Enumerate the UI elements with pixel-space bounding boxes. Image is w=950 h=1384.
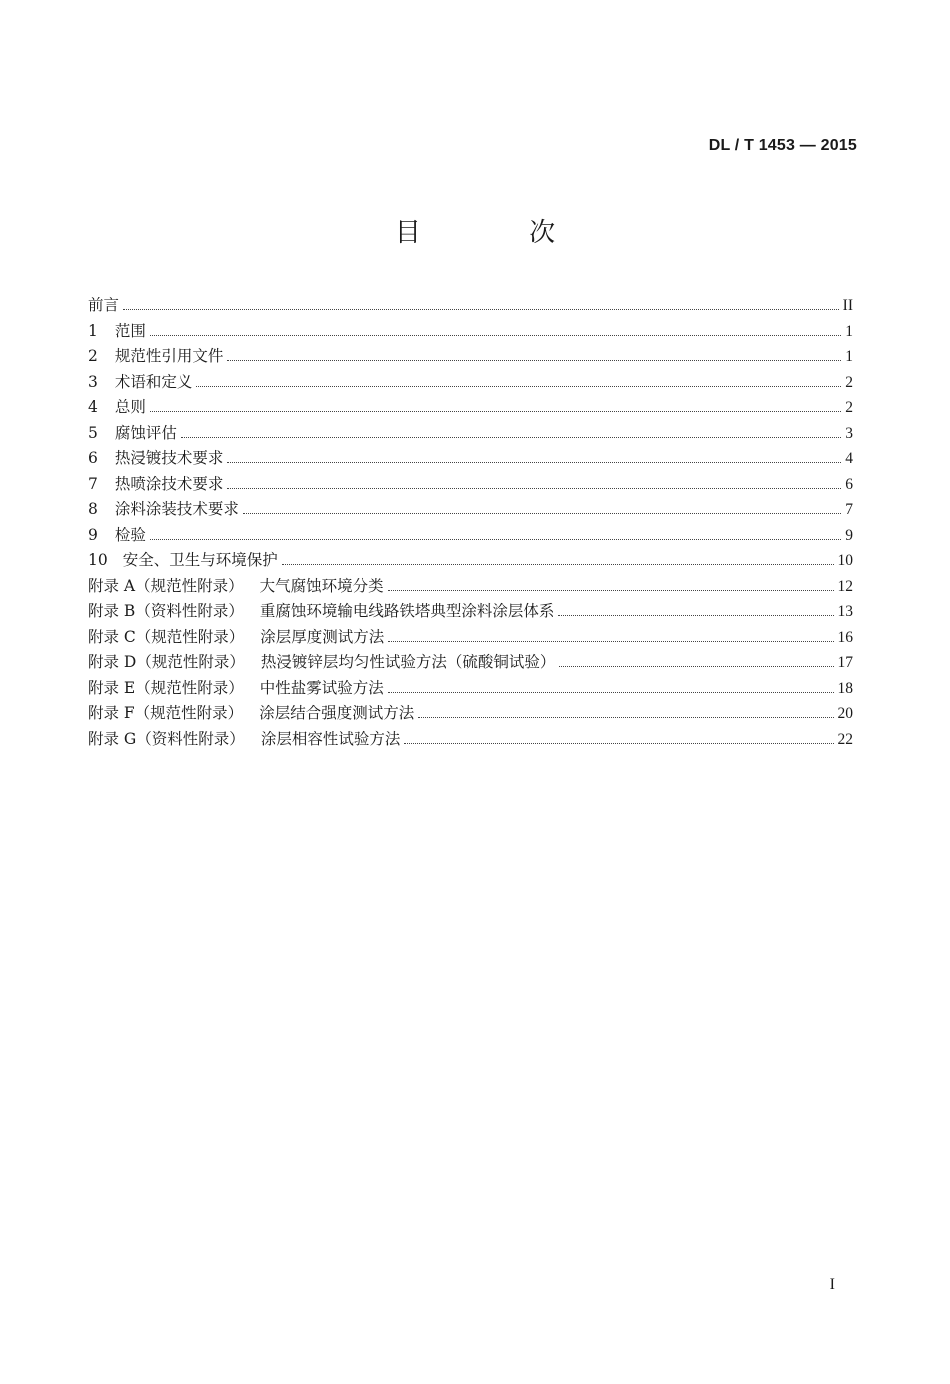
toc-entry-page: 1 — [845, 322, 853, 340]
toc-entry-page: 9 — [845, 526, 853, 544]
toc-entry-number: 5 — [88, 423, 98, 442]
toc-entry[interactable] — [88, 701, 853, 727]
toc-entry-title: 检验 — [114, 525, 146, 544]
toc-entry-page: 10 — [837, 552, 853, 569]
toc-entry[interactable] — [88, 599, 853, 625]
toc-entry-number: 4 — [88, 398, 98, 416]
toc-entry-title: 术语和定义 — [114, 372, 193, 391]
toc-entry[interactable] — [88, 421, 853, 447]
toc-entry-page: 2 — [845, 373, 853, 391]
toc-entry-title: 热喷涂技术要求 — [114, 474, 224, 493]
dot-leader — [227, 488, 841, 489]
toc-entry[interactable] — [88, 293, 853, 319]
toc-entry-page: 4 — [845, 450, 853, 467]
toc-entry-title: 范围 — [114, 321, 146, 340]
toc-entry-page: II — [842, 297, 853, 314]
dot-leader — [150, 335, 841, 336]
dot-leader — [388, 692, 834, 693]
toc-entry-page: 17 — [837, 654, 853, 671]
toc-entry-number: 6 — [88, 449, 98, 467]
dot-leader — [227, 360, 841, 361]
toc-entry-number: 附录 A（规范性附录） — [88, 576, 244, 595]
toc-entry-title: 涂层结合强度测试方法 — [259, 704, 415, 722]
toc-entry-number: 3 — [88, 372, 98, 391]
dot-leader — [282, 564, 834, 565]
toc-entry-page: 18 — [837, 679, 853, 697]
dot-leader — [558, 615, 833, 616]
toc-entry[interactable] — [88, 446, 853, 472]
toc-entry-title: 总则 — [114, 398, 146, 416]
toc-entry-title: 前言 — [88, 296, 120, 314]
page-number: I — [829, 1276, 835, 1293]
toc-entry-number: 附录 G（资料性附录） — [88, 729, 245, 748]
toc-entry-page: 13 — [837, 603, 853, 620]
dot-leader — [388, 590, 834, 591]
toc-entry[interactable] — [88, 548, 853, 574]
toc-entry[interactable] — [88, 625, 853, 651]
toc-entry-title: 涂料涂装技术要求 — [114, 500, 239, 518]
toc-entry[interactable] — [88, 650, 853, 676]
toc-entry-title: 涂层厚度测试方法 — [260, 627, 385, 646]
toc-entry[interactable] — [88, 727, 853, 753]
toc-entry-page: 3 — [845, 424, 853, 442]
dot-leader — [196, 386, 841, 387]
toc-entry[interactable] — [88, 344, 853, 370]
toc-entry[interactable] — [88, 370, 853, 396]
toc-entry-page: 22 — [837, 730, 853, 748]
toc-entry-page: 20 — [837, 705, 853, 722]
dot-leader — [404, 743, 833, 744]
toc-entry-page: 1 — [845, 348, 853, 365]
dot-leader — [150, 411, 841, 412]
standard-number: DL / T 1453 — 2015 — [708, 137, 857, 154]
toc-entry-title: 腐蚀评估 — [114, 423, 177, 442]
toc-entry-title: 安全、卫生与环境保护 — [122, 551, 278, 569]
toc-entry-number: 1 — [88, 321, 98, 340]
toc-entry[interactable] — [88, 574, 853, 600]
dot-leader — [227, 462, 841, 463]
toc-entry-number: 10 — [88, 551, 108, 569]
toc-entry-title: 规范性引用文件 — [114, 347, 224, 365]
toc-entry-page: 7 — [845, 501, 853, 518]
toc-entry-page: 6 — [845, 475, 853, 493]
dot-leader — [559, 666, 833, 667]
toc-entry-title: 热浸镀技术要求 — [114, 449, 224, 467]
toc-entry-number: 附录 B（资料性附录） — [88, 602, 244, 620]
toc-title: 目 次 — [394, 218, 606, 248]
toc-entry[interactable] — [88, 497, 853, 523]
dot-leader — [388, 641, 833, 642]
toc-entry-title: 涂层相容性试验方法 — [260, 729, 401, 748]
toc-entry-page: 16 — [837, 628, 853, 646]
dot-leader — [418, 717, 833, 718]
toc-entry[interactable] — [88, 395, 853, 421]
toc-entry-number: 附录 F（规范性附录） — [88, 704, 244, 722]
toc-entry-number: 附录 D（规范性附录） — [88, 653, 245, 671]
toc-entry-number: 附录 C（规范性附录） — [88, 627, 245, 646]
toc-entry-number: 7 — [88, 474, 98, 493]
toc-entry[interactable] — [88, 676, 853, 702]
toc-entry-title: 重腐蚀环境输电线路铁塔典型涂料涂层体系 — [259, 602, 555, 620]
dot-leader — [123, 309, 839, 310]
dot-leader — [150, 539, 841, 540]
dot-leader — [243, 513, 841, 514]
toc-entry-number: 8 — [88, 500, 98, 518]
toc-entry[interactable] — [88, 319, 853, 345]
toc-entry-number: 附录 E（规范性附录） — [88, 678, 244, 697]
toc-entry-title: 大气腐蚀环境分类 — [259, 576, 384, 595]
toc-list — [88, 293, 853, 752]
toc-entry-title: 热浸镀锌层均匀性试验方法（硫酸铜试验） — [260, 653, 556, 671]
dot-leader — [181, 437, 841, 438]
toc-entry-title: 中性盐雾试验方法 — [259, 678, 384, 697]
toc-entry[interactable] — [88, 472, 853, 498]
toc-entry-number: 9 — [88, 525, 98, 544]
toc-entry-page: 12 — [837, 577, 853, 595]
toc-entry-number: 2 — [88, 347, 98, 365]
toc-entry[interactable] — [88, 523, 853, 549]
toc-entry-page: 2 — [845, 399, 853, 416]
